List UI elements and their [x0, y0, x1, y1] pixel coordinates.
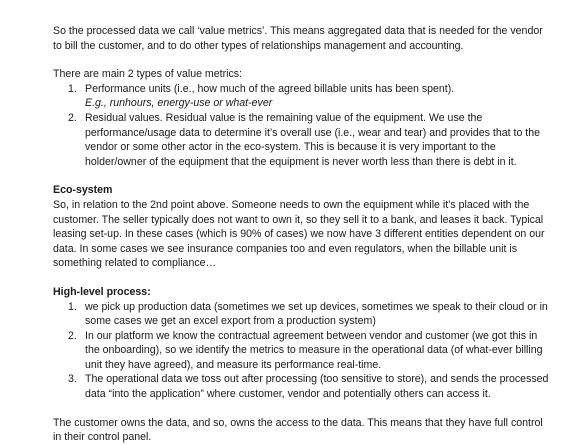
list-number: 2.: [68, 329, 77, 342]
spacer: [53, 402, 550, 416]
list-item: [53, 372, 550, 401]
list-number: 1.: [68, 82, 77, 95]
spacer: [53, 271, 550, 285]
list-item: [53, 300, 550, 329]
list-item-text: Residual values. Residual value is the remaining value of the equipment. We use the performance/usage data to determine it’s overall use (i.e., wear and tear) and provides that to the vendor or some other actor in the eco-system. This is because it is very important to the holder/owner of the equipment that the equipment is never worth less than there is debt in it.: [85, 111, 541, 168]
list-item-text: we pick up production data (sometimes we set up devices, sometimes we speak to their cloud or in some cases we get an excel export from a production system): [85, 300, 548, 328]
metrics-list: [53, 82, 550, 170]
list-item-text: In our platform we know the contractual agreement between vendor and customer (we got this in the onboarding), so we identify the metrics to measure in the operational data (of what-ever billing unit they have agreed), and measure its performance real-time.: [85, 329, 543, 371]
list-item-example: E.g., runhours, energy-use or what-ever: [85, 97, 273, 110]
list-number: 3.: [68, 373, 77, 386]
metrics-lead: There are main 2 types of value metrics:: [53, 68, 243, 81]
intro-paragraph: So the processed data we call ‘value metrics’. This means aggregated data that is needed for the vendor to bill the customer, and to do other types of relationships management and accounting.: [53, 25, 543, 52]
list-item-text: Performance units (i.e., how much of the agreed billable units has been spent).: [85, 82, 455, 95]
list-item: [53, 111, 550, 169]
process-list: [53, 300, 550, 402]
list-item-text: The operational data we toss out after processing (too sensitive to store), and sends the processed data “into the application” where customer, vendor and potentially others can access it.: [85, 373, 549, 401]
spacer: [53, 169, 550, 183]
spacer: [53, 53, 550, 67]
ecosystem-paragraph: So, in relation to the 2nd point above. Someone needs to own the equipment while it’s placed with the customer. The seller typically does not want to own it, so they sell it to a bank, and leases it back. Typical leasing set-up. In these cases (which is 90% of cases) we now have 3 different entities dependent on our data. In some cases we see insurance companies too and even regulators, when the billable unit is something related to compliance…: [53, 198, 545, 270]
list-item: [53, 82, 550, 111]
list-number: 1.: [68, 300, 77, 313]
closing-paragraph: The customer owns the data, and so, owns the access to the data. This means that they have full control in their control panel.: [53, 416, 543, 444]
list-item: [53, 329, 550, 373]
section-heading-process: High-level process:: [53, 285, 151, 298]
list-number: 2.: [68, 111, 77, 124]
section-heading-ecosystem: Eco-system: [53, 184, 113, 197]
